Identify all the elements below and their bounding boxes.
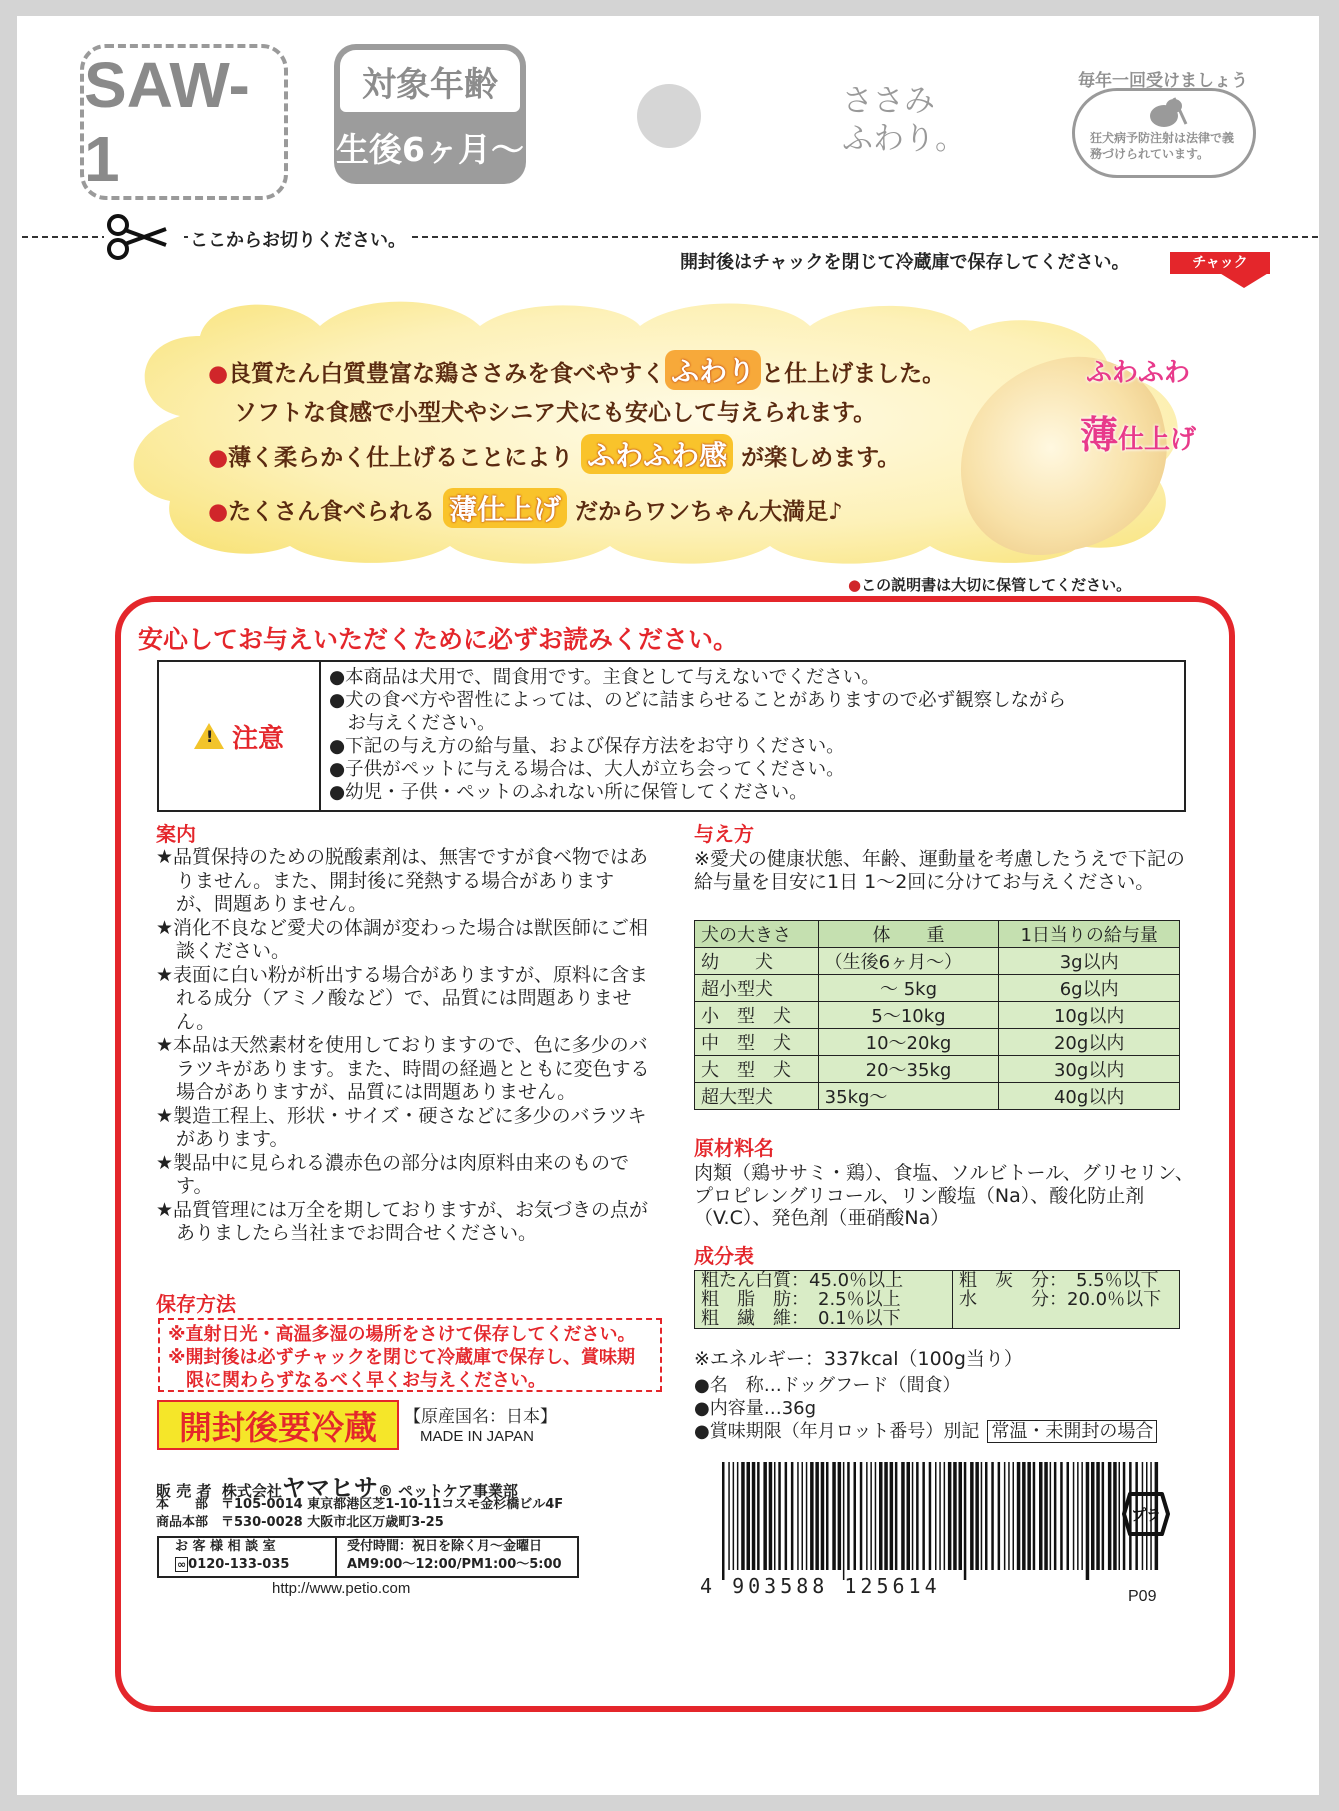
storage-line-2: ※開封後は必ずチャックを閉じて冷蔵庫で保存し、賞味期限に関わらずなるべく早くお与えください。 <box>168 1347 635 1391</box>
table-row <box>695 1029 1180 1056</box>
caution-item: お与えください。 <box>329 713 496 734</box>
barcode-bar <box>810 1462 814 1570</box>
barcode-bar <box>843 1462 845 1580</box>
table-cell: 中 型 犬 <box>695 1029 819 1056</box>
product-info <box>694 1374 1157 1443</box>
barcode-bar <box>975 1462 979 1570</box>
barcode-bar <box>791 1462 794 1570</box>
barcode-bar <box>1013 1462 1015 1570</box>
guide-item: ★消化不良など愛犬の体調が変わった場合は獣医師にご相談ください。 <box>156 916 648 962</box>
branch-address: 商品本部 〒530-0028 大阪市北区万歳町3-25 <box>156 1515 444 1530</box>
company-url: http://www.petio.com <box>272 1580 411 1597</box>
badge-thin-char: 薄 <box>1080 413 1119 457</box>
table-cell: 大 型 犬 <box>695 1056 819 1083</box>
barcode-bar <box>890 1462 894 1570</box>
feature-1-suffix: と仕上げました。 <box>761 361 946 387</box>
table-cell: （生後6ヶ月〜） <box>818 948 999 975</box>
energy-value: ※エネルギー：337kcal（100g当り） <box>694 1348 1023 1370</box>
table-cell: 30g以内 <box>999 1056 1180 1083</box>
caution-list <box>329 666 1174 804</box>
feeding-note: ※愛犬の健康状態、年齢、運動量を考慮したうえで下記の給与量を目安に1日 1〜2回に分けてお与えください。 <box>694 848 1185 893</box>
free-dial <box>175 1556 335 1574</box>
ingredients-text: 肉類（鶏ササミ・鶏）、食塩、ソルビトール、グリセリン、プロピレングリコール、リン酸塩（Na）、酸化防止剤（V.C）、発色剤（亜硝酸Na） <box>694 1162 1194 1229</box>
table-cell: 10〜20kg <box>818 1029 999 1056</box>
grey-dot-marker <box>637 84 701 148</box>
ingredients-title: 原材料名 <box>694 1136 774 1160</box>
warning-icon: ! <box>194 723 224 749</box>
barcode-bar <box>728 1462 730 1570</box>
barcode-bar <box>929 1462 932 1570</box>
composition-item: 粗 灰 分： 5.5％以下 <box>959 1270 1159 1291</box>
table-cell: 6g以内 <box>999 975 1180 1002</box>
seller-label: 販 売 者 <box>156 1482 212 1500</box>
barcode-bar <box>991 1462 994 1570</box>
barcode-bar <box>757 1462 760 1570</box>
phone-number: 0120-133-035 <box>188 1557 290 1572</box>
product-code-box <box>80 44 288 200</box>
storage-title: 保存方法 <box>156 1292 236 1316</box>
guide-item: ★本品は天然素材を使用しておりますので、色に多少のバラツキがあります。また、時間の経過とともに変色する場合がありますが、品質には問題ありません。 <box>156 1034 650 1103</box>
table-cell: 幼 犬 <box>695 948 819 975</box>
table-row <box>695 975 1180 1002</box>
feature-1-text: 良質たん白質豊富な鶏ささみを食べやすく <box>228 361 666 387</box>
zipper-arrow-icon <box>1218 272 1270 288</box>
table-cell: 40g以内 <box>999 1083 1180 1110</box>
target-age-label: 対象年齢 <box>340 50 520 112</box>
barcode-bar <box>1096 1462 1100 1570</box>
barcode-bar <box>985 1462 988 1570</box>
barcode-bar <box>854 1462 857 1570</box>
product-type: ●名 称…ドッグフード（間食） <box>694 1375 961 1396</box>
table-row <box>695 1271 1180 1329</box>
feature-2-text: 薄く柔らかく仕上げることにより <box>228 445 574 471</box>
company-logo: ヤマヒサ <box>281 1474 378 1502</box>
barcode-bar <box>778 1462 781 1570</box>
barcode-bar <box>884 1462 888 1570</box>
feature-2-highlight: ふわふわ感 <box>581 434 733 474</box>
barcode-bar <box>826 1462 829 1570</box>
zipper-storage-note: 開封後はチャックを閉じて冷蔵庫で保存してください。 <box>680 252 1130 273</box>
composition-item: 粗たん白質：45.0％以上 <box>701 1270 904 1291</box>
guide-list <box>156 846 651 1246</box>
barcode-bar <box>981 1462 983 1570</box>
barcode-bar <box>1054 1462 1057 1570</box>
barcode-bar <box>1113 1462 1117 1570</box>
barcode-bar <box>1091 1462 1095 1570</box>
table-cell: 超小型犬 <box>695 975 819 1002</box>
must-read-title: 安心してお与えいただくために必ずお読みください。 <box>138 625 739 654</box>
caution-item: ●犬の食べ方や習性によっては、のどに詰まらせることがありますので必ず観察しながら <box>329 690 1067 711</box>
barcode-bar <box>948 1462 952 1570</box>
table-cell: 10g以内 <box>999 1002 1180 1029</box>
barcode-bar <box>875 1462 877 1570</box>
badge-fuwafuwa: ふわふわ <box>1086 358 1191 388</box>
barcode-bar <box>802 1462 804 1570</box>
keep-manual-note: ●この説明書は大切に保管してください。 <box>848 576 1132 594</box>
target-age-box <box>334 44 526 184</box>
best-before-text: ●賞味期限（年月ロット番号）別記 <box>694 1421 980 1442</box>
registered-mark: ® <box>377 1482 393 1500</box>
barcode-bar <box>1039 1462 1043 1570</box>
barcode-bar <box>752 1462 756 1570</box>
feature-bullet-1: ●良質たん白質豊富な鶏ささみを食べやすく ふわり と仕上げました。 <box>208 350 945 390</box>
barcode-bar <box>806 1462 808 1570</box>
product-name-line1: ささみ <box>842 83 935 119</box>
guide-item: ★品質保持のための脱酸素剤は、無害ですが食べ物ではありません。また、開封後に発熱する場合がありますが、問題ありません。 <box>156 846 649 915</box>
barcode-bar <box>774 1462 776 1570</box>
storage-line-1: ※直射日光・高温多湿の場所をさけて保存してください。 <box>168 1324 636 1345</box>
barcode-bar <box>722 1462 725 1580</box>
feature-bullet-2: ●薄く柔らかく仕上げることにより ふわふわ感 が楽しめます。 <box>208 434 900 474</box>
barcode-bar <box>866 1462 868 1570</box>
composition-item: 粗 脂 肪： 2.5％以上 <box>701 1289 901 1310</box>
corp-prefix: 株式会社 <box>221 1482 282 1500</box>
barcode-bar <box>944 1462 946 1570</box>
caution-box <box>157 660 1186 812</box>
storage-box <box>158 1318 662 1392</box>
customer-center-left <box>159 1538 337 1576</box>
barcode-bar <box>939 1462 941 1570</box>
barcode-bar <box>870 1462 872 1570</box>
feature-bullet-1-line2: ソフトな食感で小型犬やシニア犬にも安心して与えられます。 <box>234 400 877 426</box>
caution-item: ●幼児・子供・ペットのふれない所に保管してください。 <box>329 782 808 803</box>
barcode-bar <box>747 1462 751 1570</box>
barcode-bar <box>847 1462 850 1570</box>
barcode-bar <box>970 1462 974 1570</box>
header-cell: 1日当りの給与量 <box>999 921 1180 948</box>
free-dial-icon: ∞ <box>177 1558 187 1571</box>
composition-item: 粗 繊 維： 0.1％以下 <box>701 1308 901 1329</box>
feature-3-suffix: だからワンちゃん大満足♪ <box>575 499 843 525</box>
feature-2-suffix: が楽しめます。 <box>741 445 901 471</box>
feeding-table <box>694 920 1180 1110</box>
guide-item: ★品質管理には万全を期しておりますが、お気づきの点がありましたら当社までお問合せください。 <box>156 1198 649 1244</box>
feeding-title: 与え方 <box>694 822 754 846</box>
barcode-bar <box>879 1462 883 1570</box>
barcode-bar <box>785 1462 788 1570</box>
hours-line-2: AM9:00〜12:00/PM1:00〜5:00 <box>347 1557 562 1572</box>
barcode-bar <box>1108 1462 1112 1570</box>
barcode-bar <box>916 1462 919 1570</box>
customer-center-title: お 客 様 相 談 室 <box>175 1539 276 1554</box>
table-cell: 20〜35kg <box>818 1056 999 1083</box>
composition-table <box>694 1270 1180 1329</box>
barcode-bar <box>895 1462 898 1570</box>
table-cell: 〜 5kg <box>818 975 999 1002</box>
composition-right <box>953 1271 1180 1329</box>
barcode-digits: 4 903588 125614 <box>700 1574 941 1598</box>
scissors-icon <box>104 213 184 261</box>
barcode-bar <box>1102 1462 1105 1570</box>
barcode-bar <box>998 1462 1001 1570</box>
composition-item: 水 分：20.0％以下 <box>959 1289 1162 1310</box>
hours-line-1: 受付時間：祝日を除く月〜金曜日 <box>347 1539 543 1554</box>
origin-country: 【原産国名：日本】 <box>404 1407 557 1427</box>
barcode-bar <box>1060 1462 1063 1570</box>
feature-3-highlight: 薄仕上げ <box>443 488 567 528</box>
caution-item: ●子供がペットに与える場合は、大人が立ち会ってください。 <box>329 759 845 780</box>
table-row <box>695 1056 1180 1083</box>
barcode-bar <box>741 1462 745 1570</box>
barcode-bar <box>1073 1462 1075 1570</box>
barcode-bar <box>1033 1462 1036 1570</box>
composition-left <box>695 1271 953 1329</box>
guide-item: ★製造工程上、形状・サイズ・硬さなどに多少のバラツキがあります。 <box>156 1104 647 1150</box>
table-row <box>695 1083 1180 1110</box>
table-row <box>695 948 1180 975</box>
feature-1-highlight: ふわり <box>665 350 761 390</box>
barcode-bar <box>797 1462 799 1570</box>
product-content: ●内容量…36g <box>694 1398 817 1419</box>
product-name <box>842 82 966 158</box>
recycle-plastic-icon <box>1118 1486 1174 1542</box>
barcode-bar <box>838 1462 842 1570</box>
feature-3-text: たくさん食べられる <box>228 499 436 525</box>
barcode-bar <box>1022 1462 1026 1570</box>
table-cell: 3g以内 <box>999 948 1180 975</box>
company-addresses <box>156 1496 563 1532</box>
feature-bullet-3: ●たくさん食べられる 薄仕上げ だからワンちゃん大満足♪ <box>208 488 843 528</box>
table-row <box>695 1002 1180 1029</box>
barcode-bar <box>959 1462 963 1570</box>
table-cell: 小 型 犬 <box>695 1002 819 1029</box>
target-age-value: 生後6ヶ月〜 <box>336 129 524 169</box>
feeding-table-header <box>695 921 1180 948</box>
composition-title: 成分表 <box>694 1244 754 1268</box>
best-before-condition: 常温・未開封の場合 <box>987 1420 1157 1443</box>
guide-title: 案内 <box>156 822 196 846</box>
rabies-notice-title: 毎年一回受けましょう <box>1078 71 1248 91</box>
guide-item: ★表面に白い粉が析出する場合がありますが、原料に含まれる成分（アミノ酸など）で、品質には問題ありません。 <box>156 963 649 1033</box>
company-division: ペットケア事業部 <box>398 1482 518 1500</box>
barcode-bar <box>1081 1462 1083 1570</box>
hq-address: 本 部 〒105-0014 東京都港区芝1-10-11コスモ金杉橋ビル4F <box>156 1497 564 1512</box>
badge-thin-rest: 仕上げ <box>1118 425 1197 455</box>
dog-icon <box>1144 94 1188 130</box>
best-before <box>694 1420 1157 1443</box>
rabies-notice <box>1062 66 1262 178</box>
barcode <box>718 1462 1164 1590</box>
refrigerate-badge: 開封後要冷蔵 <box>157 1400 399 1450</box>
barcode-bar <box>821 1462 825 1570</box>
barcode-bar <box>1050 1462 1052 1570</box>
barcode-bar <box>1008 1462 1010 1570</box>
barcode-bar <box>1077 1462 1079 1570</box>
barcode-bar <box>832 1462 836 1570</box>
barcode-bar <box>1044 1462 1048 1570</box>
barcode-bar <box>935 1462 937 1570</box>
table-cell: 5〜10kg <box>818 1002 999 1029</box>
barcode-bar <box>1027 1462 1031 1570</box>
barcode-bar <box>860 1462 863 1570</box>
recycle-label: プラ <box>1130 1506 1162 1524</box>
header-cell: 犬の大きさ <box>695 921 819 948</box>
barcode-bar <box>737 1462 739 1570</box>
barcode-bar <box>769 1462 773 1570</box>
cut-here-text: ここからお切りください。 <box>190 226 410 252</box>
caution-item: ●下記の与え方の給与量、および保存方法をお守りください。 <box>329 736 845 757</box>
made-in: MADE IN JAPAN <box>420 1428 534 1445</box>
guide-item: ★製品中に見られる濃赤色の部分は肉原料由来のものです。 <box>156 1151 630 1197</box>
keep-manual-text: この説明書は大切に保管してください。 <box>861 576 1132 594</box>
barcode-bar <box>901 1462 905 1570</box>
barcode-bar <box>964 1462 967 1580</box>
caution-label: 注意 <box>231 723 284 754</box>
header-cell: 体 重 <box>818 921 999 948</box>
barcode-bar <box>1067 1462 1070 1570</box>
barcode-bar <box>912 1462 914 1570</box>
customer-center-hours <box>337 1538 562 1576</box>
barcode-bar <box>1086 1462 1090 1580</box>
badge-thin-finish <box>1080 404 1196 459</box>
caution-item: ●本商品は犬用で、間食用です。主食として与えないでください。 <box>329 667 880 688</box>
customer-center <box>157 1536 579 1578</box>
product-code: SAW-1 <box>84 49 250 195</box>
print-code: P09 <box>1128 1588 1157 1605</box>
barcode-bar <box>922 1462 925 1570</box>
table-cell: 超大型犬 <box>695 1083 819 1110</box>
rabies-notice-text: 狂犬病予防注射は法律で義務づけられています。 <box>1090 131 1235 161</box>
barcode-bar <box>907 1462 911 1570</box>
barcode-bar <box>815 1462 819 1570</box>
barcode-bar <box>733 1462 735 1570</box>
zipper-label: チャック <box>1170 252 1270 274</box>
table-cell: 20g以内 <box>999 1029 1180 1056</box>
table-cell: 35kg〜 <box>818 1083 999 1110</box>
barcode-bar <box>1017 1462 1021 1570</box>
barcode-bar <box>1004 1462 1006 1570</box>
product-name-line2: ふわり。 <box>842 121 966 157</box>
barcode-bar <box>763 1462 767 1570</box>
barcode-bar <box>953 1462 957 1570</box>
caution-label-cell <box>159 662 321 810</box>
